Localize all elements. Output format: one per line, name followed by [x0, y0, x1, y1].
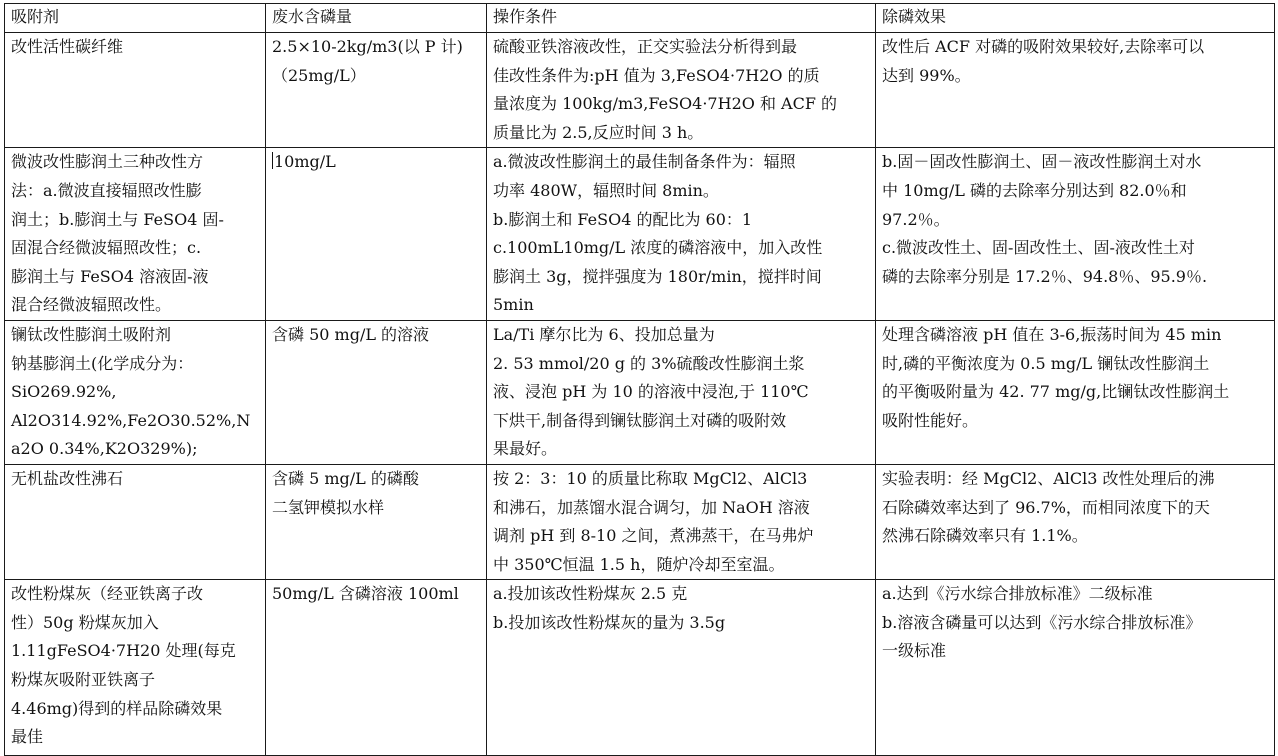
cell-text-line: b.投加该改性粉煤灰的量为 3.5g	[493, 612, 726, 632]
cell-text-line: 硫酸亚铁溶液改性，正交实验法分析得到最	[493, 37, 798, 56]
cell-text-line: 法：a.微波直接辐照改性膨	[11, 180, 202, 200]
header-removal-effect: 除磷效果	[876, 4, 1275, 33]
cell-removal-effect	[876, 320, 1275, 464]
cell-text-line: a2O 0.34%,K2O329%);	[11, 439, 198, 459]
cell-text-line: c.微波改性土、固-固改性土、固-液改性土对	[882, 238, 1195, 258]
cell-adsorbent	[5, 580, 266, 756]
cell-text-line: 粉煤灰吸附亚铁离子	[11, 670, 156, 690]
cell-operating-conditions	[487, 148, 876, 321]
cell-text-line: 1.11gFeSO4·7H20 处理(每克	[11, 641, 236, 661]
cell-text-line: 镧钛改性膨润土吸附剂	[11, 324, 172, 344]
cell-text-line: 调剂 pH 到 8-10 之间，煮沸蒸干，在马弗炉	[493, 526, 814, 546]
cell-text-line: SiO269.92%,	[11, 382, 117, 402]
cell-text-line: 中 10mg/L 磷的去除率分别达到 82.0％和	[882, 180, 1187, 200]
text-cursor	[272, 152, 273, 169]
cell-text-line: 膨润土与 FeSO4 溶液固-液	[11, 266, 209, 286]
cell-text-line: 钠基膨润土(化学成分为：	[11, 353, 194, 373]
cell-text-line: 改性粉煤灰（经亚铁离子改	[11, 584, 204, 604]
header-phosphorus-content: 废水含磷量	[266, 4, 487, 33]
cell-text-line: 功率 480W，辐照时间 8min。	[493, 180, 719, 200]
cell-text-line: 和沸石，加蒸馏水混合调匀，加 NaOH 溶液	[493, 497, 810, 517]
cell-text-line: 按 2：3：10 的质量比称取 MgCl2、AlCl3	[493, 468, 808, 488]
cell-text-line: 二氢钾模拟水样	[272, 497, 385, 517]
cell-text-line: 的平衡吸附量为 42. 77 mg/g,比镧钛改性膨润土	[882, 382, 1230, 402]
cell-phosphorus-content	[266, 33, 487, 148]
cell-text-line: a.微波改性膨润土的最佳制备条件为：辐照	[493, 152, 796, 172]
cell-text-line: b.膨润土和 FeSO4 的配比为 60：1	[493, 209, 753, 229]
cell-text-line: 时,磷的平衡浓度为 0.5 mg/L 镧钛改性膨润土	[882, 353, 1210, 373]
cell-text-line: 实验表明：经 MgCl2、AlCl3 改性处理后的沸	[882, 468, 1215, 488]
cell-text-line: 液、浸泡 pH 为 10 的溶液中浸泡,于 110℃	[493, 382, 809, 402]
cell-adsorbent	[5, 148, 266, 321]
cell-text-line: 中 350℃恒温 1.5 h，随炉冷却至室温。	[493, 554, 785, 574]
table-row	[5, 320, 1275, 464]
cell-text-line: 然沸石除磷效率只有 1.1%。	[882, 526, 1088, 546]
cell-text-line: 佳改性条件为:pH 值为 3,FeSO4·7H2O 的质	[493, 65, 820, 85]
cell-text-line: La/Ti 摩尔比为 6、投加总量为	[493, 324, 715, 344]
cell-phosphorus-content	[266, 148, 487, 321]
cell-text-line: 2. 53 mmol/20 g 的 3%硫酸改性膨润土浆	[493, 353, 805, 373]
cell-text-line: a.达到《污水综合排放标准》二级标准	[882, 584, 1153, 604]
cell-phosphorus-content	[266, 320, 487, 464]
cell-text-line: 10mg/L	[274, 152, 336, 172]
cell-operating-conditions	[487, 320, 876, 464]
table-row	[5, 148, 1275, 321]
cell-removal-effect	[876, 148, 1275, 321]
cell-operating-conditions	[487, 33, 876, 148]
cell-text-line: （25mg/L）	[272, 65, 366, 85]
cell-text-line: 膨润土 3g，搅拌强度为 180r/min，搅拌时间	[493, 266, 822, 286]
cell-phosphorus-content	[266, 580, 487, 756]
cell-text-line: b.溶液含磷量可以达到《污水综合排放标准》	[882, 612, 1202, 632]
cell-adsorbent	[5, 464, 266, 579]
table-row	[5, 580, 1275, 756]
cell-text-line: 下烘干,制备得到镧钛膨润土对磷的吸附效	[493, 410, 787, 430]
cell-text-line: 处理含磷溶液 pH 值在 3-6,振荡时间为 45 min	[882, 324, 1222, 344]
cell-text-line: 含磷 50 mg/L 的溶液	[272, 324, 430, 344]
table-row	[5, 33, 1275, 148]
cell-text-line: Al2O314.92%,Fe2O30.52%,N	[11, 410, 251, 430]
cell-text-line: c.100mL10mg/L 浓度的磷溶液中，加入改性	[493, 238, 823, 258]
cell-text-line: 含磷 5 mg/L 的磷酸	[272, 468, 419, 488]
cell-adsorbent	[5, 320, 266, 464]
cell-text-line: 2.5×10-2kg/m3(以 P 计)	[272, 37, 463, 56]
cell-text-line: 石除磷效率达到了 96.7%，而相同浓度下的天	[882, 497, 1210, 517]
cell-adsorbent	[5, 33, 266, 148]
cell-removal-effect	[876, 580, 1275, 756]
cell-text-line: 性）50g 粉煤灰加入	[11, 612, 159, 632]
cell-text-line: 微波改性膨润土三种改性方	[11, 152, 204, 172]
cell-text-line: 97.2％。	[882, 209, 950, 229]
cell-text-line: 改性活性碳纤维	[11, 37, 124, 56]
cell-text-line: b.固－固改性膨润土、固－液改性膨润土对水	[882, 152, 1202, 172]
cell-text-line: 质量比为 2.5,反应时间 3 h。	[493, 122, 704, 142]
cell-text-line: 磷的去除率分别是 17.2％、94.8％、95.9％.	[882, 266, 1208, 286]
cell-text-line: 50mg/L 含磷溶液 100ml	[272, 584, 459, 604]
cell-text-line: 改性后 ACF 对磷的吸附效果较好,去除率可以	[882, 37, 1205, 56]
cell-operating-conditions	[487, 464, 876, 579]
cell-text-line: a.投加该改性粉煤灰 2.5 克	[493, 584, 688, 604]
cell-text-line: 4.46mg)得到的样品除磷效果	[11, 698, 223, 718]
cell-text-line: 固混合经微波辐照改性；c.	[11, 238, 202, 258]
cell-text-line: 无机盐改性沸石	[11, 468, 124, 488]
cell-operating-conditions	[487, 580, 876, 756]
cell-phosphorus-content	[266, 464, 487, 579]
cell-removal-effect	[876, 33, 1275, 148]
phosphorus-removal-table	[4, 3, 1275, 756]
cell-removal-effect	[876, 464, 1275, 579]
header-operating-conditions: 操作条件	[487, 4, 876, 33]
cell-text-line: 混合经微波辐照改性。	[11, 295, 172, 315]
cell-text-line: 吸附性能好。	[882, 410, 979, 430]
header-adsorbent: 吸附剂	[5, 4, 266, 33]
table-row	[5, 464, 1275, 579]
cell-text-line: 量浓度为 100kg/m3,FeSO4·7H2O 和 ACF 的	[493, 94, 838, 114]
cell-text-line: 果最好。	[493, 439, 558, 459]
cell-text-line: 5min	[493, 295, 534, 315]
cell-text-line: 一级标准	[882, 641, 947, 661]
cell-text-line: 最佳	[11, 727, 44, 747]
cell-text-line: 达到 99%。	[882, 65, 971, 85]
table-header-row	[5, 4, 1275, 33]
cell-text-line: 润土；b.膨润土与 FeSO4 固-	[11, 209, 224, 229]
